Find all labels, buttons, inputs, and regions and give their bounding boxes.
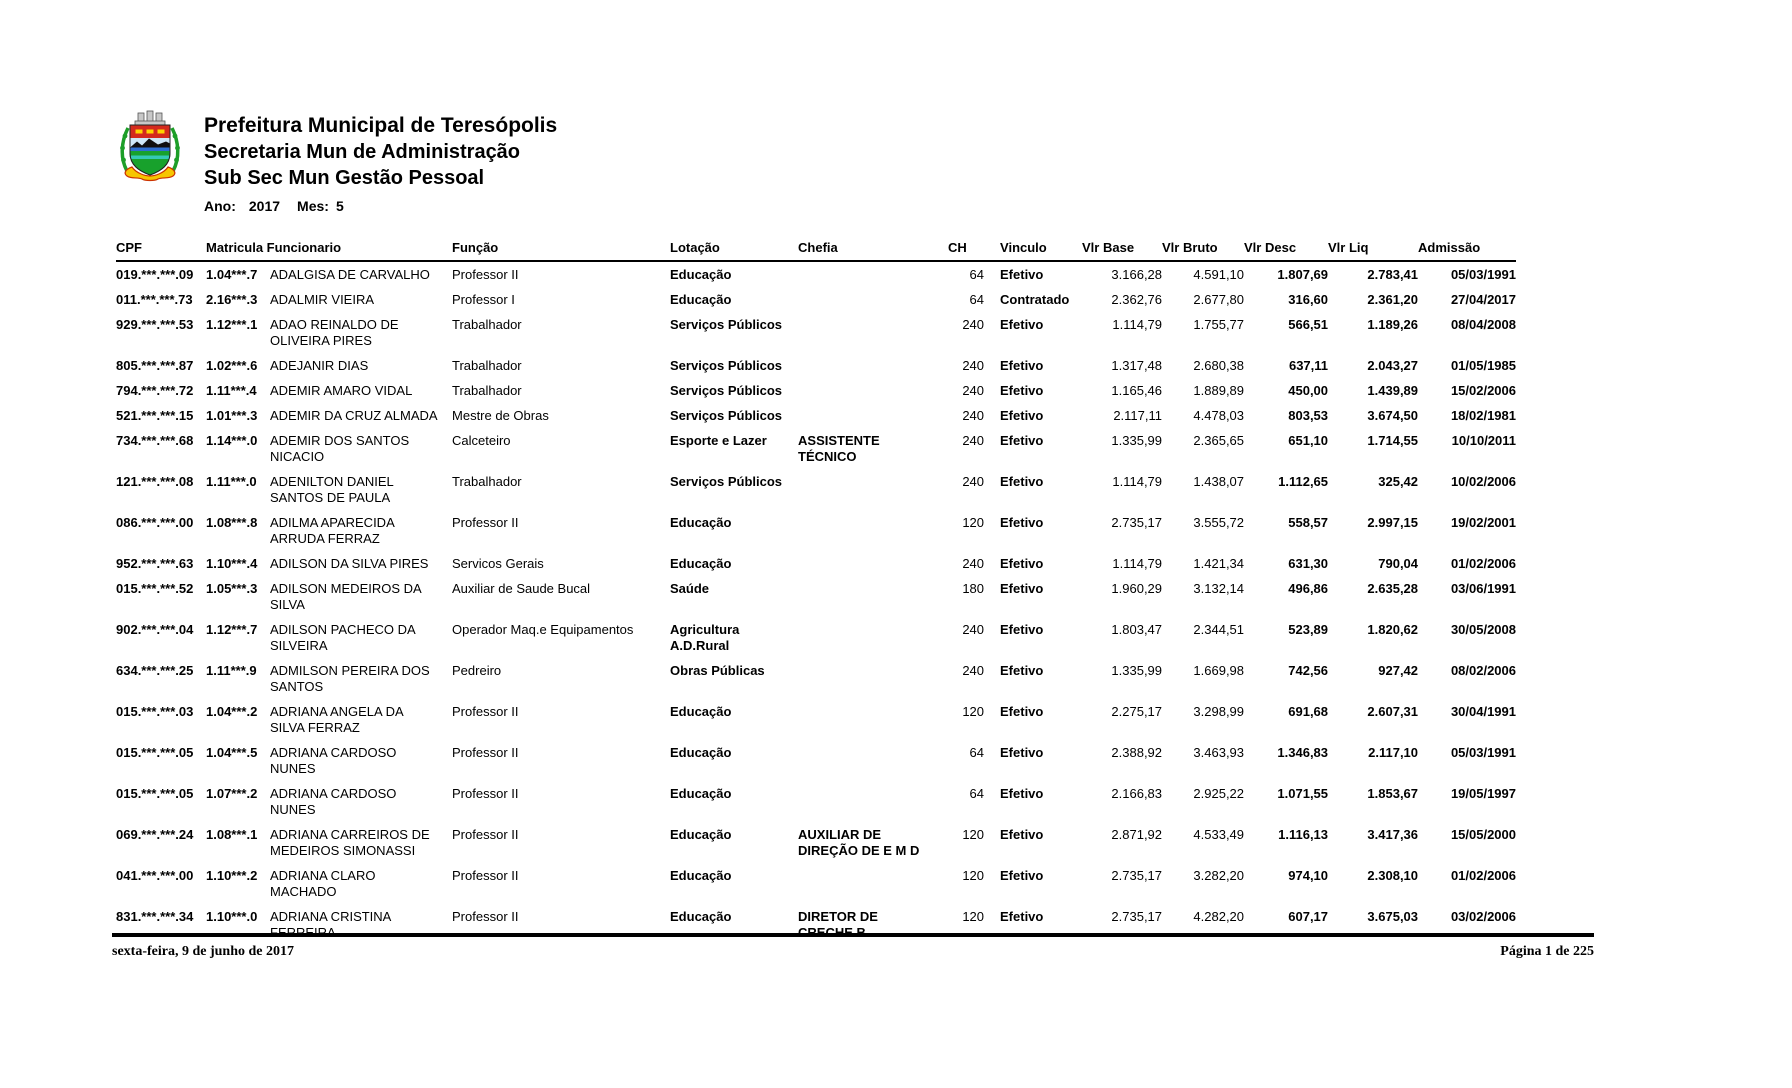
ch-cell: 120 — [962, 868, 985, 883]
month-value: 5 — [335, 198, 344, 214]
vlr-liq-cell: 1.439,89 — [1367, 383, 1419, 398]
ch-cell: 64 — [969, 786, 985, 801]
admissao-cell: 05/03/1991 — [1450, 267, 1517, 282]
ch-cell: 240 — [962, 408, 985, 423]
employee-name-cell: ADEMIR DA CRUZ ALMADA — [270, 408, 438, 423]
matricula-cell: 1.07***.2 — [206, 786, 258, 801]
vlr-base-cell: 1.317,48 — [1111, 358, 1163, 373]
admissao-cell: 01/05/1985 — [1450, 358, 1517, 373]
cpf-cell: 121.***.***.08 — [116, 474, 194, 489]
vlr-bruto-cell: 3.298,99 — [1193, 704, 1245, 719]
lotacao-cell: Educação — [670, 267, 732, 282]
funcao-cell: Auxiliar de Saude Bucal — [452, 581, 591, 596]
employee-name-cell: ADRIANA ANGELA DA SILVA FERRAZ — [270, 704, 403, 735]
vlr-base-cell: 2.735,17 — [1111, 909, 1163, 924]
vinculo-cell: Efetivo — [1000, 358, 1044, 373]
employee-row — [116, 551, 1516, 576]
admissao-cell: 03/02/2006 — [1450, 909, 1517, 924]
matricula-cell: 1.10***.2 — [206, 868, 258, 883]
vlr-desc-cell: 558,57 — [1288, 515, 1329, 530]
col-header-lotacao: Lotação — [670, 240, 798, 261]
employee-row — [116, 378, 1516, 403]
matricula-cell: 1.08***.8 — [206, 515, 258, 530]
admissao-cell: 30/04/1991 — [1450, 704, 1517, 719]
vlr-liq-cell: 927,42 — [1378, 663, 1419, 678]
funcao-cell: Servicos Gerais — [452, 556, 544, 571]
footer-page-number: Página 1 de 225 — [1500, 944, 1594, 959]
cpf-cell: 734.***.***.68 — [116, 433, 194, 448]
employee-name-cell: ADILSON PACHECO DA SILVEIRA — [270, 622, 415, 653]
vlr-desc-cell: 803,53 — [1288, 408, 1329, 423]
col-header-cpf: CPF — [116, 240, 206, 261]
lotacao-cell: Educação — [670, 827, 732, 842]
matricula-cell: 1.12***.1 — [206, 317, 258, 332]
matricula-cell: 1.10***.0 — [206, 909, 258, 924]
employee-row — [116, 699, 1516, 740]
vinculo-cell: Efetivo — [1000, 515, 1044, 530]
employee-row — [116, 740, 1516, 781]
employee-name-cell: ADILSON MEDEIROS DA SILVA — [270, 581, 421, 612]
ch-cell: 240 — [962, 317, 985, 332]
vlr-desc-cell: 742,56 — [1288, 663, 1329, 678]
lotacao-cell: Educação — [670, 909, 732, 924]
ch-cell: 240 — [962, 663, 985, 678]
employee-name-cell: ADEJANIR DIAS — [270, 358, 369, 373]
vlr-base-cell: 1.114,79 — [1112, 474, 1163, 489]
matricula-cell: 1.10***.4 — [206, 556, 258, 571]
ch-cell: 240 — [962, 383, 985, 398]
chefia-cell — [798, 378, 948, 403]
lotacao-cell: Educação — [670, 292, 732, 307]
cpf-cell: 805.***.***.87 — [116, 358, 194, 373]
lotacao-cell: Esporte e Lazer — [670, 433, 767, 448]
vlr-base-cell: 2.388,92 — [1111, 745, 1163, 760]
vlr-base-cell: 2.166,83 — [1111, 786, 1163, 801]
employee-name-cell: ADMILSON PEREIRA DOS SANTOS — [270, 663, 430, 694]
cpf-cell: 015.***.***.03 — [116, 704, 194, 719]
employee-name-cell: ADILSON DA SILVA PIRES — [270, 556, 429, 571]
lotacao-cell: Educação — [670, 786, 732, 801]
cpf-cell: 086.***.***.00 — [116, 515, 194, 530]
admissao-cell: 10/10/2011 — [1451, 433, 1517, 448]
ch-cell: 120 — [962, 827, 985, 842]
report-header — [204, 112, 557, 214]
chefia-cell — [798, 403, 948, 428]
matricula-cell: 1.08***.1 — [206, 827, 258, 842]
funcao-cell: Mestre de Obras — [452, 408, 549, 423]
admissao-cell: 05/03/1991 — [1450, 745, 1517, 760]
ch-cell: 120 — [962, 704, 985, 719]
admissao-cell: 03/06/1991 — [1450, 581, 1517, 596]
vlr-base-cell: 2.735,17 — [1111, 868, 1163, 883]
vlr-base-cell: 2.275,17 — [1111, 704, 1163, 719]
vlr-base-cell: 2.362,76 — [1111, 292, 1163, 307]
employee-name-cell: ADILMA APARECIDA ARRUDA FERRAZ — [270, 515, 395, 546]
org-name: Prefeitura Municipal de Teresópolis — [204, 114, 558, 137]
employee-row — [116, 353, 1516, 378]
employee-row — [116, 312, 1516, 353]
admissao-cell: 19/02/2001 — [1450, 515, 1517, 530]
chefia-cell — [798, 781, 948, 822]
mural-crown-icon — [135, 111, 165, 126]
employee-name-cell: ADALGISA DE CARVALHO — [270, 267, 430, 282]
employee-row — [116, 617, 1516, 658]
lotacao-cell: Educação — [670, 868, 732, 883]
employee-name-cell: ADEMIR AMARO VIDAL — [270, 383, 413, 398]
employee-name-cell: ADRIANA CARDOSO NUNES — [270, 745, 397, 776]
employee-name-cell: ADRIANA CARREIROS DE MEDEIROS SIMONASSI — [270, 827, 430, 858]
col-header-chefia: Chefia — [798, 240, 948, 261]
vlr-desc-cell: 1.116,13 — [1278, 827, 1329, 842]
ch-cell: 64 — [969, 745, 985, 760]
employee-name-cell: ADEMIR DOS SANTOS NICACIO — [270, 433, 410, 464]
coat-of-arms-logo — [116, 108, 184, 186]
matricula-cell: 1.04***.2 — [206, 704, 258, 719]
laurel-branch-right-icon — [172, 128, 180, 171]
employee-name-cell: ADRIANA CLARO MACHADO — [270, 868, 376, 899]
cpf-cell: 634.***.***.25 — [116, 663, 194, 678]
col-header-vlr-desc: Vlr Desc — [1244, 240, 1328, 261]
vlr-base-cell: 1.803,47 — [1111, 622, 1163, 637]
vinculo-cell: Efetivo — [1000, 704, 1044, 719]
chefia-cell — [798, 740, 948, 781]
ch-cell: 240 — [962, 622, 985, 637]
vlr-liq-cell: 2.635,28 — [1367, 581, 1419, 596]
vlr-liq-cell: 325,42 — [1378, 474, 1419, 489]
cpf-cell: 902.***.***.04 — [116, 622, 194, 637]
admissao-cell: 18/02/1981 — [1450, 408, 1517, 423]
employee-row — [116, 658, 1516, 699]
funcao-cell: Professor II — [452, 786, 519, 801]
matricula-cell: 1.14***.0 — [206, 433, 258, 448]
admissao-cell: 01/02/2006 — [1450, 556, 1517, 571]
vlr-liq-cell: 3.417,36 — [1367, 827, 1419, 842]
vinculo-cell: Efetivo — [1000, 317, 1044, 332]
employee-table-body — [116, 261, 1516, 945]
admissao-cell: 10/02/2006 — [1450, 474, 1517, 489]
employee-row — [116, 469, 1516, 510]
admissao-cell: 01/02/2006 — [1450, 868, 1517, 883]
col-header-vinculo: Vinculo — [986, 240, 1082, 261]
vlr-desc-cell: 1.112,65 — [1278, 474, 1329, 489]
col-header-ch: CH — [948, 240, 986, 261]
admissao-cell: 30/05/2008 — [1450, 622, 1517, 637]
matricula-cell: 1.04***.5 — [206, 745, 258, 760]
payroll-table — [116, 240, 1516, 945]
vlr-bruto-cell: 1.755,77 — [1193, 317, 1245, 332]
employee-row — [116, 428, 1516, 469]
lotacao-cell: Serviços Públicos — [670, 383, 783, 398]
lotacao-cell: Serviços Públicos — [670, 358, 783, 373]
vlr-bruto-cell: 1.438,07 — [1193, 474, 1245, 489]
vlr-base-cell: 2.871,92 — [1111, 827, 1163, 842]
vinculo-cell: Efetivo — [1000, 556, 1044, 571]
chefia-cell — [798, 617, 948, 658]
report-period — [204, 198, 557, 214]
vinculo-cell: Contratado — [1000, 292, 1070, 307]
funcao-cell: Professor I — [452, 292, 515, 307]
vlr-liq-cell: 1.853,67 — [1367, 786, 1419, 801]
vlr-bruto-cell: 1.889,89 — [1193, 383, 1245, 398]
funcao-cell: Calceteiro — [452, 433, 511, 448]
admissao-cell: 27/04/2017 — [1450, 292, 1517, 307]
employee-row — [116, 863, 1516, 904]
vlr-liq-cell: 3.674,50 — [1367, 408, 1419, 423]
matricula-cell: 2.16***.3 — [206, 292, 258, 307]
lotacao-cell: Educação — [670, 556, 732, 571]
vlr-base-cell: 1.165,46 — [1111, 383, 1163, 398]
chefia-cell: ASSISTENTE TÉCNICO — [798, 433, 880, 464]
chefia-cell — [798, 261, 948, 287]
report-footer — [112, 933, 1594, 960]
cpf-cell: 011.***.***.73 — [116, 292, 193, 307]
vinculo-cell: Efetivo — [1000, 383, 1044, 398]
matricula-cell: 1.12***.7 — [206, 622, 258, 637]
vlr-base-cell: 1.335,99 — [1111, 433, 1163, 448]
shield-icon — [130, 125, 170, 175]
table-header-row — [116, 240, 1516, 261]
col-header-admissao: Admissão — [1418, 240, 1516, 261]
vlr-bruto-cell: 4.533,49 — [1193, 827, 1245, 842]
col-header-matricula-funcionario: Matricula Funcionario — [206, 240, 452, 261]
vinculo-cell: Efetivo — [1000, 663, 1044, 678]
vlr-desc-cell: 1.807,69 — [1277, 267, 1329, 282]
ch-cell: 120 — [962, 909, 985, 924]
employee-row — [116, 576, 1516, 617]
vlr-desc-cell: 1.071,55 — [1277, 786, 1329, 801]
vlr-desc-cell: 637,11 — [1288, 358, 1329, 373]
lotacao-cell: Educação — [670, 515, 732, 530]
matricula-cell: 1.11***.0 — [206, 474, 257, 489]
admissao-cell: 08/02/2006 — [1450, 663, 1517, 678]
funcao-cell: Trabalhador — [452, 358, 522, 373]
chefia-cell — [798, 287, 948, 312]
org-subdepartment: Sub Sec Mun Gestão Pessoal — [204, 167, 485, 189]
chefia-cell — [798, 658, 948, 699]
vlr-liq-cell: 2.117,10 — [1368, 745, 1419, 760]
vlr-bruto-cell: 1.669,98 — [1193, 663, 1245, 678]
vinculo-cell: Efetivo — [1000, 474, 1044, 489]
matricula-cell: 1.11***.9 — [206, 663, 257, 678]
laurel-branch-left-icon — [120, 128, 128, 171]
lotacao-cell: Obras Públicas — [670, 663, 765, 678]
month-label: Mes: — [297, 198, 329, 214]
col-header-vlr-bruto: Vlr Bruto — [1162, 240, 1244, 261]
chefia-cell — [798, 510, 948, 551]
chefia-cell — [798, 312, 948, 353]
matricula-cell: 1.04***.7 — [206, 267, 258, 282]
admissao-cell: 19/05/1997 — [1450, 786, 1517, 801]
vlr-desc-cell: 496,86 — [1288, 581, 1329, 596]
employee-row — [116, 822, 1516, 863]
employee-row — [116, 261, 1516, 287]
employee-name-cell: ADAO REINALDO DE OLIVEIRA PIRES — [270, 317, 399, 348]
cpf-cell: 952.***.***.63 — [116, 556, 194, 571]
vlr-liq-cell: 1.714,55 — [1367, 433, 1419, 448]
vlr-liq-cell: 2.043,27 — [1367, 358, 1419, 373]
vlr-desc-cell: 523,89 — [1288, 622, 1329, 637]
admissao-cell: 08/04/2008 — [1450, 317, 1517, 332]
cpf-cell: 015.***.***.52 — [116, 581, 194, 596]
chefia-cell — [798, 469, 948, 510]
chefia-cell — [798, 353, 948, 378]
chefia-cell: DIRETOR DE CRECHE B — [798, 909, 878, 940]
year-value: 2017 — [248, 198, 281, 214]
vlr-desc-cell: 1.346,83 — [1277, 745, 1329, 760]
vlr-liq-cell: 2.607,31 — [1367, 704, 1419, 719]
funcao-cell: Professor II — [452, 868, 519, 883]
org-department: Secretaria Mun de Administração — [204, 141, 521, 163]
vlr-liq-cell: 2.783,41 — [1367, 267, 1419, 282]
vlr-base-cell: 2.117,11 — [1113, 408, 1163, 423]
vlr-bruto-cell: 2.680,38 — [1193, 358, 1245, 373]
employee-row — [116, 510, 1516, 551]
vlr-desc-cell: 691,68 — [1288, 704, 1329, 719]
cpf-cell: 069.***.***.24 — [116, 827, 194, 842]
cpf-cell: 794.***.***.72 — [116, 383, 194, 398]
funcao-cell: Professor II — [452, 745, 519, 760]
vlr-desc-cell: 450,00 — [1288, 383, 1329, 398]
funcao-cell: Pedreiro — [452, 663, 502, 678]
vlr-bruto-cell: 2.677,80 — [1193, 292, 1245, 307]
chefia-cell — [798, 551, 948, 576]
matricula-cell: 1.02***.6 — [206, 358, 258, 373]
footer-date: sexta-feira, 9 de junho de 2017 — [112, 944, 294, 959]
vlr-base-cell: 2.735,17 — [1111, 515, 1163, 530]
ch-cell: 240 — [962, 358, 985, 373]
employee-name-cell: ADALMIR VIEIRA — [270, 292, 375, 307]
vlr-bruto-cell: 3.463,93 — [1193, 745, 1245, 760]
vlr-bruto-cell: 2.925,22 — [1193, 786, 1245, 801]
chefia-cell — [798, 576, 948, 617]
lotacao-cell: Serviços Públicos — [670, 317, 783, 332]
employee-name-cell: ADRIANA CARDOSO NUNES — [270, 786, 397, 817]
lotacao-cell: Serviços Públicos — [670, 474, 783, 489]
cpf-cell: 831.***.***.34 — [116, 909, 194, 924]
cpf-cell: 015.***.***.05 — [116, 745, 194, 760]
ch-cell: 240 — [962, 433, 985, 448]
chefia-cell — [798, 863, 948, 904]
chefia-cell: AUXILIAR DE DIREÇÃO DE E M D — [798, 827, 920, 858]
employee-row — [116, 781, 1516, 822]
ch-cell: 120 — [962, 515, 985, 530]
employee-name-cell: ADENILTON DANIEL SANTOS DE PAULA — [270, 474, 394, 505]
vlr-base-cell: 1.114,79 — [1112, 317, 1163, 332]
vlr-base-cell: 1.335,99 — [1111, 663, 1163, 678]
vinculo-cell: Efetivo — [1000, 868, 1044, 883]
ch-cell: 64 — [969, 267, 985, 282]
funcao-cell: Operador Maq.e Equipamentos — [452, 622, 634, 637]
matricula-cell: 1.11***.4 — [206, 383, 257, 398]
funcao-cell: Professor II — [452, 827, 519, 842]
employee-name-cell: ADRIANA CRISTINA FERREIRA — [270, 909, 391, 940]
vlr-desc-cell: 566,51 — [1288, 317, 1329, 332]
col-header-vlr-base: Vlr Base — [1082, 240, 1162, 261]
vlr-base-cell: 3.166,28 — [1111, 267, 1163, 282]
admissao-cell: 15/05/2000 — [1450, 827, 1517, 842]
employee-row — [116, 287, 1516, 312]
funcao-cell: Trabalhador — [452, 474, 522, 489]
vlr-liq-cell: 790,04 — [1378, 556, 1419, 571]
matricula-cell: 1.05***.3 — [206, 581, 258, 596]
funcao-cell: Trabalhador — [452, 383, 522, 398]
vlr-liq-cell: 2.997,15 — [1367, 515, 1419, 530]
vinculo-cell: Efetivo — [1000, 909, 1044, 924]
funcao-cell: Professor II — [452, 704, 519, 719]
year-label: Ano: — [204, 198, 236, 214]
vlr-liq-cell: 1.820,62 — [1367, 622, 1419, 637]
vinculo-cell: Efetivo — [1000, 786, 1044, 801]
vlr-liq-cell: 2.361,20 — [1367, 292, 1419, 307]
vinculo-cell: Efetivo — [1000, 827, 1044, 842]
cpf-cell: 015.***.***.05 — [116, 786, 194, 801]
vinculo-cell: Efetivo — [1000, 408, 1044, 423]
ch-cell: 240 — [962, 474, 985, 489]
cpf-cell: 929.***.***.53 — [116, 317, 194, 332]
vlr-desc-cell: 651,10 — [1288, 433, 1329, 448]
ch-cell: 180 — [962, 581, 985, 596]
cpf-cell: 019.***.***.09 — [116, 267, 194, 282]
lotacao-cell: Agricultura A.D.Rural — [670, 622, 740, 653]
lotacao-cell: Saúde — [670, 581, 710, 596]
ch-cell: 64 — [969, 292, 985, 307]
vlr-base-cell: 1.114,79 — [1112, 556, 1163, 571]
cpf-cell: 041.***.***.00 — [116, 868, 194, 883]
vlr-bruto-cell: 1.421,34 — [1193, 556, 1245, 571]
vlr-desc-cell: 974,10 — [1288, 868, 1329, 883]
ch-cell: 240 — [962, 556, 985, 571]
vlr-liq-cell: 1.189,26 — [1367, 317, 1419, 332]
vlr-base-cell: 1.960,29 — [1111, 581, 1163, 596]
col-header-funcao: Função — [452, 240, 670, 261]
vlr-liq-cell: 3.675,03 — [1367, 909, 1419, 924]
vlr-bruto-cell: 2.344,51 — [1193, 622, 1245, 637]
vlr-liq-cell: 2.308,10 — [1367, 868, 1419, 883]
matricula-cell: 1.01***.3 — [206, 408, 258, 423]
funcao-cell: Professor II — [452, 909, 519, 924]
vlr-bruto-cell: 3.282,20 — [1193, 868, 1245, 883]
vlr-desc-cell: 631,30 — [1288, 556, 1329, 571]
col-header-vlr-liq: Vlr Liq — [1328, 240, 1418, 261]
vinculo-cell: Efetivo — [1000, 581, 1044, 596]
admissao-cell: 15/02/2006 — [1450, 383, 1517, 398]
chefia-cell — [798, 699, 948, 740]
vinculo-cell: Efetivo — [1000, 745, 1044, 760]
funcao-cell: Professor II — [452, 267, 519, 282]
cpf-cell: 521.***.***.15 — [116, 408, 194, 423]
funcao-cell: Professor II — [452, 515, 519, 530]
vlr-bruto-cell: 2.365,65 — [1193, 433, 1245, 448]
lotacao-cell: Educação — [670, 745, 732, 760]
vlr-bruto-cell: 3.132,14 — [1193, 581, 1245, 596]
vlr-desc-cell: 316,60 — [1288, 292, 1329, 307]
vlr-bruto-cell: 4.282,20 — [1193, 909, 1245, 924]
vinculo-cell: Efetivo — [1000, 267, 1044, 282]
employee-row — [116, 403, 1516, 428]
vlr-bruto-cell: 4.478,03 — [1193, 408, 1245, 423]
funcao-cell: Trabalhador — [452, 317, 522, 332]
vlr-desc-cell: 607,17 — [1288, 909, 1329, 924]
vlr-bruto-cell: 4.591,10 — [1193, 267, 1245, 282]
vinculo-cell: Efetivo — [1000, 622, 1044, 637]
lotacao-cell: Educação — [670, 704, 732, 719]
vlr-bruto-cell: 3.555,72 — [1193, 515, 1245, 530]
lotacao-cell: Serviços Públicos — [670, 408, 783, 423]
vinculo-cell: Efetivo — [1000, 433, 1044, 448]
